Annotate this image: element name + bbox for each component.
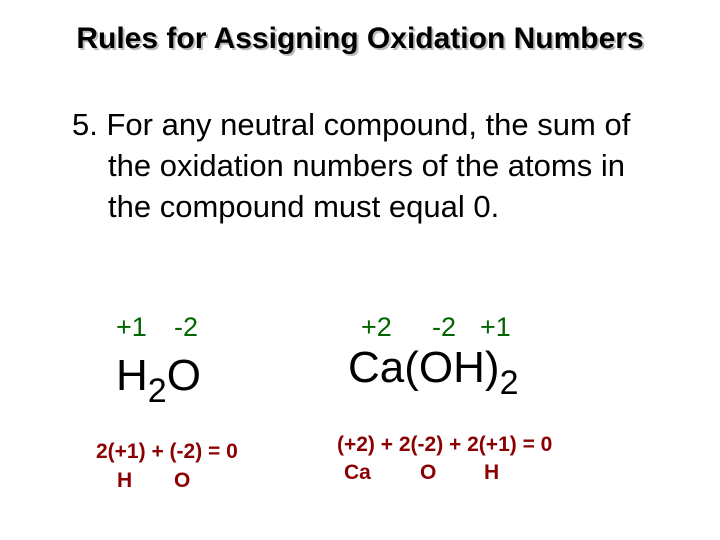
rule-text [72, 104, 712, 227]
caoh2-ox-h: +1 [480, 312, 511, 342]
water-formula-o: O [166, 351, 201, 400]
caoh2-atom-ca-label: Ca [344, 461, 371, 484]
rule-line-1: 5. For any neutral compound, the sum of [72, 107, 631, 142]
water-atom-h-label: H [117, 469, 133, 492]
water-formula [116, 351, 201, 410]
caoh2-formula-main: Ca(OH) [348, 343, 500, 392]
water-ox-o: -2 [174, 312, 199, 342]
caoh2-atom-h-label: H [484, 461, 500, 484]
caoh2-formula [348, 343, 519, 402]
water-ox-h: +1 [116, 312, 147, 342]
water-atom-o-label: O [174, 469, 191, 492]
caoh2-ox-o: -2 [432, 312, 457, 342]
caoh2-ox-ca: +2 [361, 312, 392, 342]
caoh2-sum-equation: (+2) + 2(-2) + 2(+1) = 0 [337, 433, 553, 456]
rule-line-3: the compound must equal 0. [108, 189, 500, 224]
slide-title: Rules for Assigning Oxidation Numbers [76, 22, 644, 55]
water-formula-subscript: 2 [147, 372, 167, 410]
caoh2-atom-o-label: O [420, 461, 437, 484]
caoh2-formula-subscript: 2 [499, 364, 519, 402]
water-formula-h: H [116, 351, 148, 400]
rule-line-2: the oxidation numbers of the atoms in [108, 148, 625, 183]
water-sum-equation: 2(+1) + (-2) = 0 [96, 440, 238, 463]
